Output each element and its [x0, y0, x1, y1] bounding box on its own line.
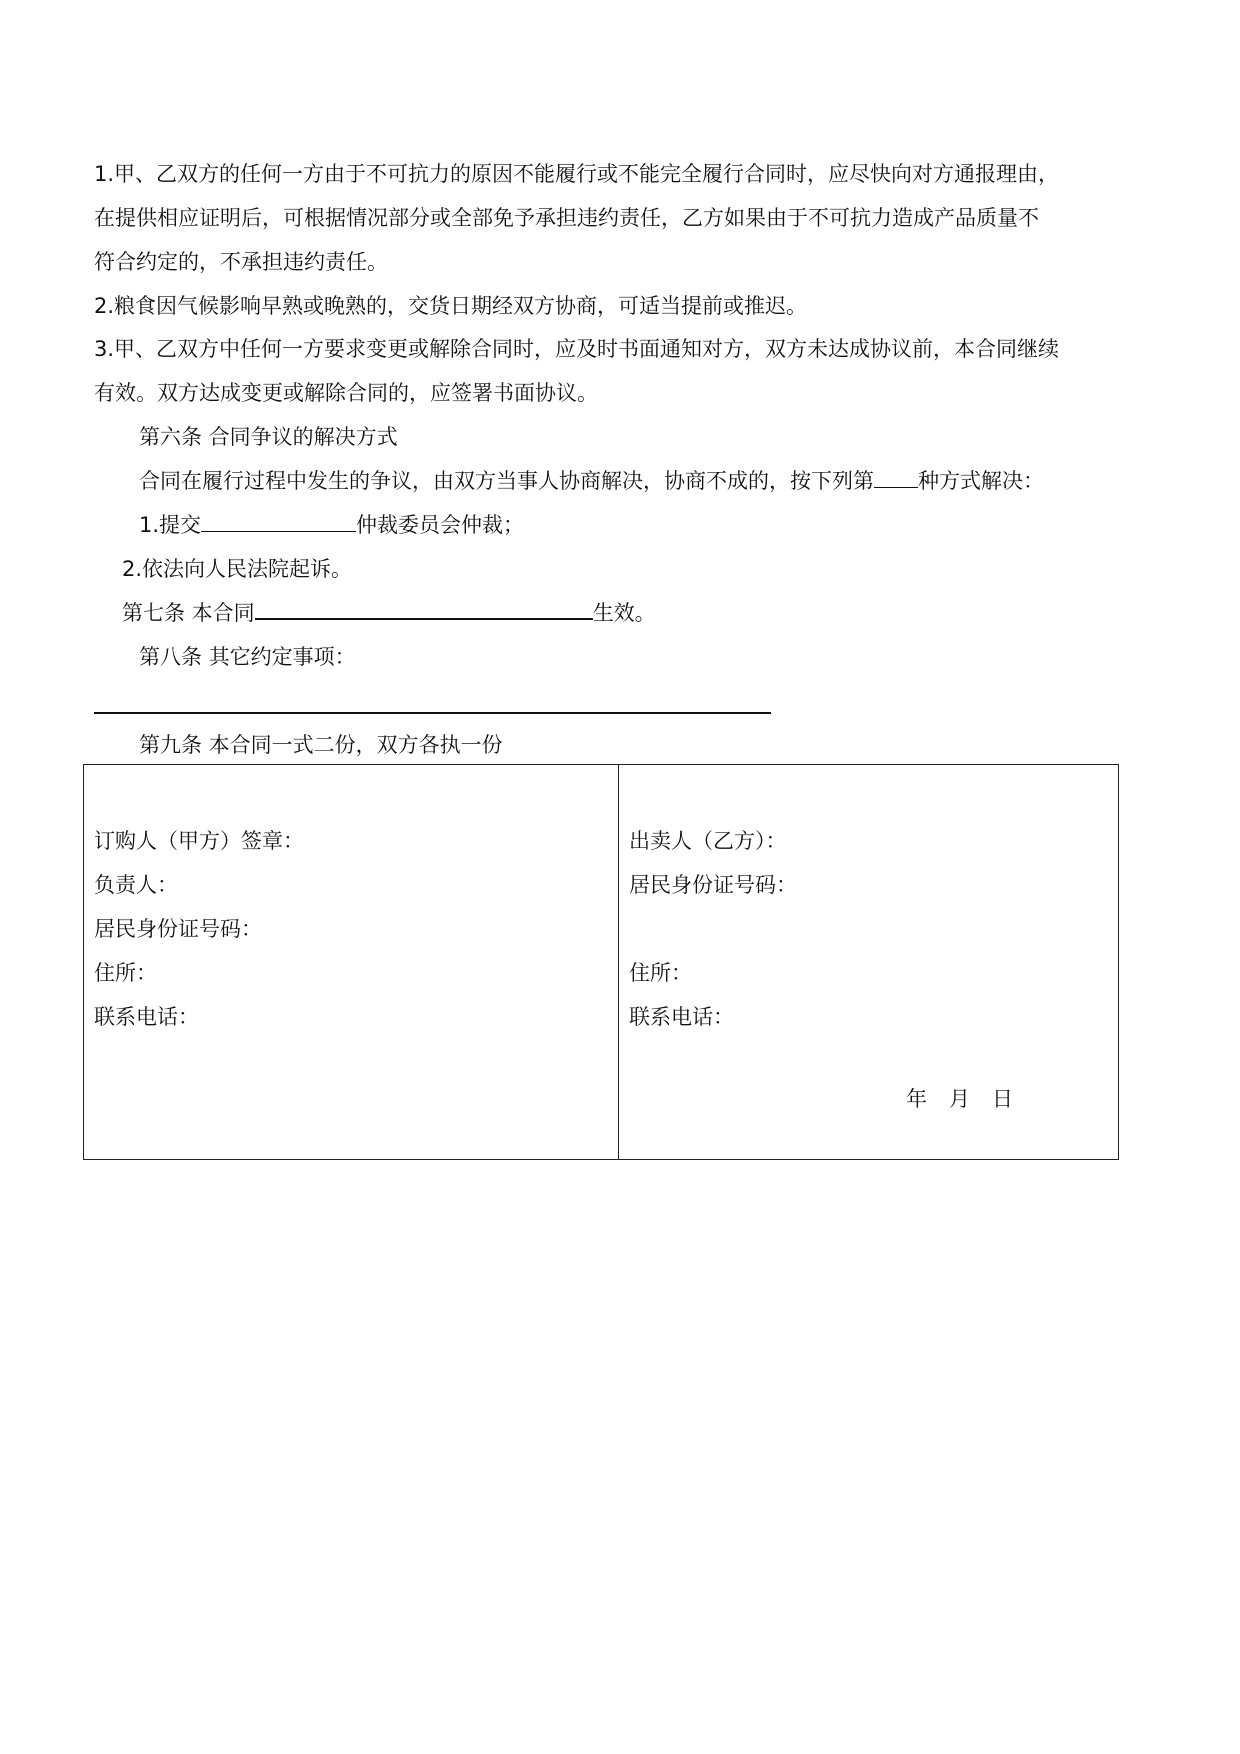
- signing-date: [906, 1077, 1013, 1121]
- article7: [122, 591, 1192, 635]
- article7-after: 生效。: [592, 601, 656, 625]
- party-a-address-label: 住所：: [94, 961, 157, 985]
- party-a-phone-label: 联系电话：: [94, 1005, 199, 1029]
- signature-table-divider: [618, 765, 619, 1159]
- method-number-blank[interactable]: [874, 461, 918, 488]
- article6-title: 第六条 合同争议的解决方式: [139, 425, 398, 449]
- clause-change-termination-line2: 有效。双方达成变更或解除合同的，应签署书面协议。: [94, 381, 598, 405]
- party-a-id-label: 居民身份证号码：: [94, 917, 262, 941]
- article6-intro-after: 种方式解决：: [918, 469, 1044, 493]
- article9-title: 第九条 本合同一式二份，双方各执一份: [139, 733, 503, 757]
- clause-change-termination-line1: 3.甲、乙双方中任何一方要求变更或解除合同时，应及时书面通知对方，双方未达成协议前，本合同继续: [94, 337, 1060, 361]
- article6-intro-before: 合同在履行过程中发生的争议，由双方当事人协商解决，协商不成的，按下列第: [139, 469, 874, 493]
- clause-force-majeure-line1: 1.甲、乙双方的任何一方由于不可抗力的原因不能履行或不能完全履行合同时，应尽快向对方通报理由，: [94, 162, 1060, 186]
- party-b-phone-label: 联系电话：: [629, 1005, 734, 1029]
- date-month: 月: [949, 1087, 970, 1111]
- clause-force-majeure-line3: 符合约定的，不承担违约责任。: [94, 250, 388, 274]
- article6-option2: 2.依法向人民法院起诉。: [122, 557, 353, 581]
- signature-table: [83, 764, 1119, 1160]
- effective-condition-blank[interactable]: [255, 592, 593, 620]
- party-b-address-label: 住所：: [629, 961, 692, 985]
- party-a-responsible-label: 负责人：: [94, 873, 178, 897]
- party-b-seller-label: 出卖人（乙方）：: [629, 829, 787, 853]
- party-b-id-label: 居民身份证号码：: [629, 873, 797, 897]
- article6-option1: [139, 503, 1209, 547]
- article6-option1-after: 仲裁委员会仲裁；: [356, 513, 525, 537]
- clause-grain-weather: 2.粮食因气候影响早熟或晚熟的，交货日期经双方协商，可适当提前或推迟。: [94, 294, 808, 318]
- article8-title: 第八条 其它约定事项：: [139, 645, 356, 669]
- date-day: 日: [992, 1087, 1013, 1111]
- article6-intro: [139, 459, 1209, 503]
- arbitration-committee-blank[interactable]: [201, 505, 356, 532]
- date-year: 年: [906, 1087, 927, 1111]
- clause-force-majeure-line2: 在提供相应证明后，可根据情况部分或全部免予承担违约责任，乙方如果由于不可抗力造成产品质量不: [94, 206, 1039, 230]
- other-terms-blank-line[interactable]: [94, 712, 771, 714]
- article6-option1-before: 1.提交: [139, 513, 202, 537]
- party-a-signature-label: 订购人（甲方）签章：: [94, 829, 304, 853]
- article7-before: 第七条 本合同: [122, 601, 255, 625]
